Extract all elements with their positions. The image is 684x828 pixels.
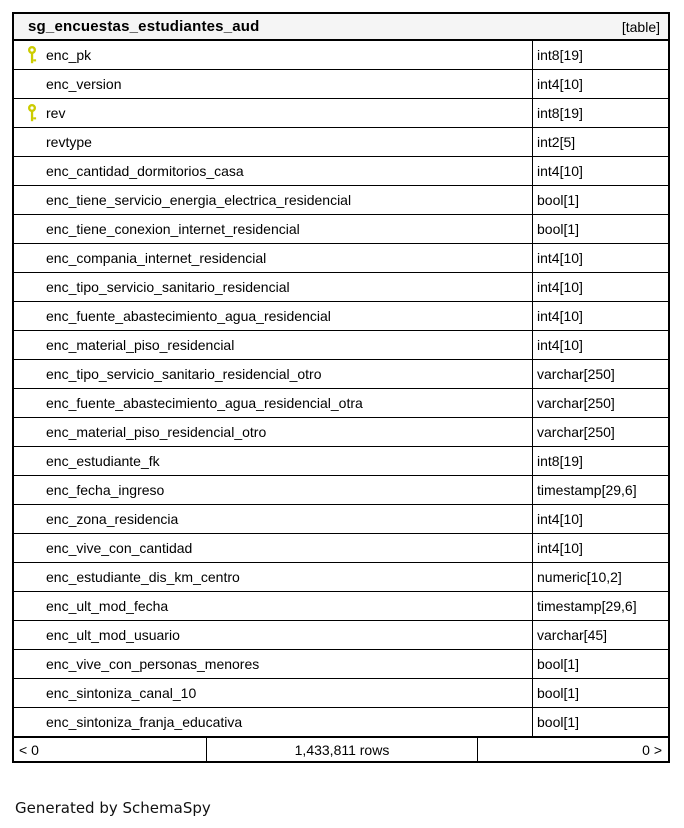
table-row <box>14 505 668 534</box>
table-row <box>14 476 668 505</box>
column-name-cell <box>14 418 533 446</box>
primary-key-icon <box>27 365 46 383</box>
table-footer <box>14 737 668 761</box>
column-name: enc_zona_residencia <box>46 511 179 527</box>
generated-by-caption: Generated by SchemaSpy <box>15 799 211 817</box>
column-type: int4[10] <box>537 76 583 92</box>
primary-key-icon <box>27 597 46 615</box>
primary-key-icon <box>27 684 46 702</box>
primary-key-icon <box>27 307 46 325</box>
column-type: varchar[250] <box>537 424 615 440</box>
table-row <box>14 186 668 215</box>
column-name-cell <box>14 302 533 330</box>
column-name-cell <box>14 128 533 156</box>
column-name-cell <box>14 534 533 562</box>
column-name: enc_tiene_conexion_internet_residencial <box>46 221 300 237</box>
column-name-cell <box>14 244 533 272</box>
primary-key-icon <box>27 278 46 296</box>
primary-key-icon <box>27 220 46 238</box>
column-name-cell <box>14 389 533 417</box>
column-name: enc_compania_internet_residencial <box>46 250 267 266</box>
column-name: enc_pk <box>46 47 92 63</box>
primary-key-icon <box>27 423 46 441</box>
table-row <box>14 592 668 621</box>
table-row <box>14 447 668 476</box>
table-row <box>14 534 668 563</box>
column-type: int4[10] <box>537 540 583 556</box>
column-type: int4[10] <box>537 511 583 527</box>
table-row <box>14 244 668 273</box>
column-type: timestamp[29,6] <box>537 598 637 614</box>
column-name: enc_material_piso_residencial <box>46 337 235 353</box>
column-name: enc_fuente_abastecimiento_agua_residencial <box>46 308 331 324</box>
column-type: int4[10] <box>537 308 583 324</box>
column-type: varchar[250] <box>537 395 615 411</box>
column-type: bool[1] <box>537 221 580 237</box>
table-title[interactable]: sg_encuestas_estudiantes_aud <box>28 18 260 35</box>
column-name: enc_tipo_servicio_sanitario_residencial <box>46 279 290 295</box>
column-name-cell <box>14 563 533 591</box>
column-name: enc_version <box>46 76 122 92</box>
column-name-cell <box>14 708 533 736</box>
column-type: timestamp[29,6] <box>537 482 637 498</box>
primary-key-icon <box>27 336 46 354</box>
column-name: revtype <box>46 134 92 150</box>
column-name-cell <box>14 476 533 504</box>
footer-row-count: 1,433,811 rows <box>207 738 478 761</box>
primary-key-icon <box>27 481 46 499</box>
column-name-cell <box>14 505 533 533</box>
column-name: enc_fecha_ingreso <box>46 482 165 498</box>
column-name: enc_sintoniza_canal_10 <box>46 685 197 701</box>
column-name: enc_ult_mod_fecha <box>46 598 169 614</box>
column-name-cell <box>14 99 533 127</box>
primary-key-icon <box>27 104 46 122</box>
table-row <box>14 70 668 99</box>
column-name: enc_fuente_abastecimiento_agua_residencial_otra <box>46 395 363 411</box>
column-type: varchar[45] <box>537 627 608 643</box>
primary-key-icon <box>27 75 46 93</box>
column-type: int8[19] <box>537 105 583 121</box>
table-row <box>14 99 668 128</box>
column-name-cell <box>14 215 533 243</box>
table-row <box>14 418 668 447</box>
column-type: int8[19] <box>537 47 583 63</box>
primary-key-icon <box>27 626 46 644</box>
table-row <box>14 360 668 389</box>
primary-key-icon <box>27 249 46 267</box>
column-name-cell <box>14 679 533 707</box>
column-type: int4[10] <box>537 250 583 266</box>
column-name: enc_material_piso_residencial_otro <box>46 424 267 440</box>
table-row <box>14 331 668 360</box>
table-row <box>14 679 668 708</box>
column-name-cell <box>14 650 533 678</box>
column-name-cell <box>14 41 533 69</box>
column-type: bool[1] <box>537 714 580 730</box>
primary-key-icon <box>27 539 46 557</box>
column-name: enc_estudiante_fk <box>46 453 160 469</box>
primary-key-icon <box>27 510 46 528</box>
column-type: bool[1] <box>537 192 580 208</box>
column-type: int4[10] <box>537 279 583 295</box>
column-name: enc_ult_mod_usuario <box>46 627 180 643</box>
column-name: enc_sintoniza_franja_educativa <box>46 714 243 730</box>
column-rows <box>14 41 668 737</box>
column-name-cell <box>14 157 533 185</box>
primary-key-icon <box>27 191 46 209</box>
column-name: enc_vive_con_personas_menores <box>46 656 260 672</box>
table-header <box>14 14 668 41</box>
column-name: enc_cantidad_dormitorios_casa <box>46 163 244 179</box>
table-row <box>14 302 668 331</box>
column-name: enc_tiene_servicio_energia_electrica_residencial <box>46 192 352 208</box>
column-name: rev <box>46 105 66 121</box>
primary-key-icon <box>27 133 46 151</box>
table-row <box>14 621 668 650</box>
schemaspy-table-diagram <box>12 12 670 763</box>
table-row <box>14 128 668 157</box>
column-name-cell <box>14 592 533 620</box>
column-type: varchar[250] <box>537 366 615 382</box>
primary-key-icon <box>27 162 46 180</box>
column-type: int2[5] <box>537 134 576 150</box>
footer-child-count: 0 > <box>642 741 662 758</box>
column-name-cell <box>14 273 533 301</box>
table-type-badge: [table] <box>621 18 660 35</box>
column-name: enc_vive_con_cantidad <box>46 540 193 556</box>
column-name: enc_tipo_servicio_sanitario_residencial_otro <box>46 366 322 382</box>
column-name-cell <box>14 70 533 98</box>
column-name-cell <box>14 447 533 475</box>
primary-key-icon <box>27 394 46 412</box>
column-type: bool[1] <box>537 656 580 672</box>
column-type: int8[19] <box>537 453 583 469</box>
column-type: int4[10] <box>537 337 583 353</box>
column-name-cell <box>14 331 533 359</box>
primary-key-icon <box>27 568 46 586</box>
primary-key-icon <box>27 713 46 731</box>
column-type: bool[1] <box>537 685 580 701</box>
table-row <box>14 708 668 737</box>
table-row <box>14 215 668 244</box>
table-row <box>14 650 668 679</box>
table-row <box>14 273 668 302</box>
column-name: enc_estudiante_dis_km_centro <box>46 569 240 585</box>
primary-key-icon <box>27 452 46 470</box>
primary-key-icon <box>27 46 46 64</box>
column-type: numeric[10,2] <box>537 569 622 585</box>
primary-key-icon <box>27 655 46 673</box>
column-name-cell <box>14 360 533 388</box>
footer-parent-count: < 0 <box>14 738 207 761</box>
column-name-cell <box>14 186 533 214</box>
table-row <box>14 563 668 592</box>
table-row <box>14 389 668 418</box>
column-name-cell <box>14 621 533 649</box>
column-type: int4[10] <box>537 163 583 179</box>
table-row <box>14 157 668 186</box>
table-row <box>14 41 668 70</box>
